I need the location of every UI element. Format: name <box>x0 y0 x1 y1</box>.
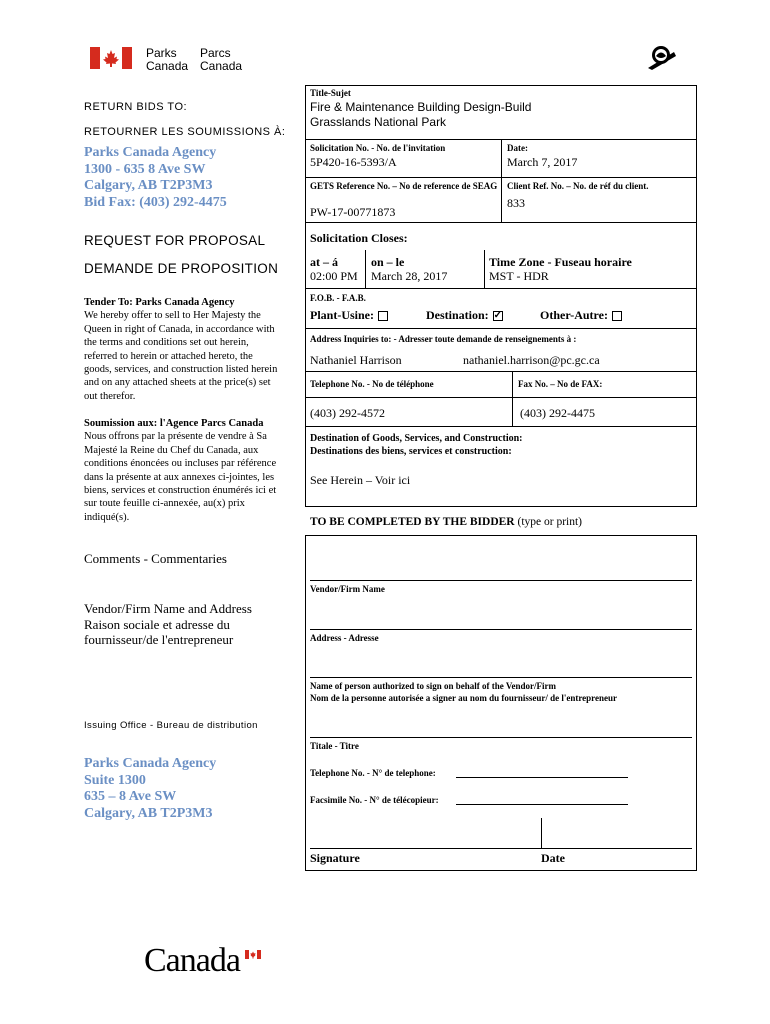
address-line: Calgary, AB T2P3M3 <box>84 178 213 193</box>
title-label: Title-Sujet <box>310 88 351 98</box>
vendor-name-line[interactable] <box>310 580 692 581</box>
divider <box>305 288 697 289</box>
titale-label: Titale - Titre <box>310 741 359 751</box>
divider <box>501 177 502 222</box>
check-mark-icon: ✓ <box>493 310 503 322</box>
tender-line: Queen in right of Canada, in accordance with <box>84 323 275 335</box>
client-ref-value: 833 <box>507 196 525 210</box>
other-label: Other-Autre: <box>540 308 608 322</box>
solicitation-closes-label: Solicitation Closes: <box>310 231 408 245</box>
sign-date-label: Date <box>541 851 565 865</box>
date-label: Date: <box>507 143 528 153</box>
fax-label: Fax No. – No de FAX: <box>518 379 603 389</box>
plant-label: Plant-Usine: <box>310 308 374 322</box>
vendor-line: Vendor/Firm Name and Address <box>84 601 252 616</box>
rfp-title-fr: DEMANDE DE PROPOSITION <box>84 261 279 276</box>
divider <box>305 328 697 329</box>
bidder-heading-text: TO BE COMPLETED BY THE BIDDER <box>310 516 515 528</box>
vendor-name-label: Vendor/Firm Name <box>310 584 385 594</box>
divider <box>305 426 697 427</box>
parks-canada-en <box>146 47 188 73</box>
contact-name: Nathaniel Harrison <box>310 353 402 367</box>
signature-label: Signature <box>310 851 360 865</box>
title-line: Fire & Maintenance Building Design-Build <box>310 100 532 114</box>
divider <box>484 250 485 288</box>
parks-text: Parks <box>146 46 177 60</box>
authorized-line: Name of person authorized to sign on behalf of the Vendor/Firm <box>310 681 556 691</box>
destination-option[interactable] <box>426 308 503 323</box>
contact-email: nathaniel.harrison@pc.gc.ca <box>463 353 600 367</box>
canada-text: Canada <box>146 59 189 73</box>
destination-checkbox[interactable] <box>493 311 503 321</box>
inquiries-label: Address Inquiries to: - Adresser toute demande de renseignements à : <box>310 334 577 344</box>
comments-label: Comments - Commentaries <box>84 551 227 566</box>
address-line-field[interactable] <box>310 629 692 630</box>
soumission-line: sur toute feuille ci-annexée, au(x) prix <box>84 498 245 510</box>
dest-label-line: Destination of Goods, Services, and Construction: <box>310 433 523 444</box>
canada-flag-icon <box>90 47 132 69</box>
gets-value: PW-17-00771873 <box>310 205 396 219</box>
time-zone-value: MST - HDR <box>489 269 549 283</box>
on-label: on – le <box>371 255 405 269</box>
fob-label: F.O.B. - F.A.B. <box>310 293 366 303</box>
address-line: 1300 - 635 8 Ave SW <box>84 161 206 177</box>
soumission-line: biens, services et construction énumérés ici et <box>84 485 277 497</box>
destination-label: Destination: <box>426 308 489 322</box>
soumission-line: Majesté la Reine du Chef du Canada, aux <box>84 444 259 456</box>
tender-line: goods, services, and construction listed herein <box>84 364 278 376</box>
solicitation-value: 5P420-16-5393/A <box>310 155 397 169</box>
retourner-label: RETOURNER LES SOUMISSIONS À: <box>84 126 286 138</box>
title-line: Grasslands National Park <box>310 115 447 129</box>
authorized-name-line[interactable] <box>310 677 692 678</box>
issuing-line: Suite 1300 <box>84 772 146 788</box>
soumission-line: indiqué(s). <box>84 511 130 523</box>
soumission-line: conditions énoncées ou incluses par référence <box>84 458 277 470</box>
address-line: Parks Canada Agency <box>84 145 217 160</box>
bidder-facsimile-label: Facsimile No. - N° de télécopieur: <box>310 795 439 805</box>
tender-line: and on any attached sheets at the price(s) set <box>84 377 271 389</box>
tender-line: out therefor. <box>84 390 136 402</box>
wordmark-flag-icon <box>245 946 261 955</box>
destination-goods-label <box>310 432 523 458</box>
issuing-line: Calgary, AB T2P3M3 <box>84 805 213 821</box>
fax-value: (403) 292-4475 <box>520 406 595 420</box>
dest-label-line: Destinations des biens, services et construction: <box>310 446 512 457</box>
bidder-sub-text: (type or print) <box>517 516 582 528</box>
bidder-heading <box>310 516 582 528</box>
title-line-field[interactable] <box>310 737 692 738</box>
vendor-line: Raison sociale et adresse du <box>84 616 230 632</box>
time-zone-label: Time Zone - Fuseau horaire <box>489 255 632 269</box>
tender-line: referred to herein or attached hereto, the <box>84 350 253 362</box>
client-ref-label: Client Ref. No. – No. de réf du client. <box>507 181 649 191</box>
beaver-emblem-icon <box>644 42 678 72</box>
canada-wordmark: Canada <box>144 942 240 979</box>
vendor-address-label <box>84 601 252 648</box>
divider <box>305 371 697 372</box>
gets-label: GETS Reference No. – No de reference de SEAG <box>310 181 498 191</box>
divider <box>512 371 513 426</box>
at-value: 02:00 PM <box>310 269 358 283</box>
return-address <box>84 145 227 211</box>
issuing-line: Parks Canada Agency <box>84 756 217 771</box>
tender-title: Tender To: Parks Canada Agency <box>84 297 235 308</box>
vendor-line: fournisseur/de l'entrepreneur <box>84 632 234 647</box>
plant-option[interactable] <box>310 308 388 323</box>
issuing-office-label: Issuing Office - Bureau de distribution <box>84 720 258 731</box>
issuing-address <box>84 756 216 822</box>
parcs-text: Parcs <box>200 46 231 60</box>
parcs-canada-fr <box>200 47 242 73</box>
date-value: March 7, 2017 <box>507 155 578 169</box>
other-option[interactable] <box>540 308 622 323</box>
canada-fr-text: Canada <box>200 59 243 73</box>
soumission-title: Soumission aux: l'Agence Parcs Canada <box>84 418 264 429</box>
soumission-paragraph <box>84 417 299 524</box>
address-label: Address - Adresse <box>310 633 379 643</box>
plant-checkbox[interactable] <box>378 311 388 321</box>
bidder-facsimile-field[interactable] <box>456 804 628 805</box>
tender-line: We hereby offer to sell to Her Majesty the <box>84 310 261 322</box>
destination-value: See Herein – Voir ici <box>310 473 411 487</box>
telephone-value: (403) 292-4572 <box>310 406 385 420</box>
bidder-telephone-field[interactable] <box>456 777 628 778</box>
soumission-line: Nous offrons par la présente de vendre à Sa <box>84 431 267 443</box>
title-value <box>310 100 531 130</box>
tender-line: the terms and conditions set out herein, <box>84 337 249 349</box>
address-line: Bid Fax: (403) 292-4475 <box>84 194 227 210</box>
bidder-telephone-label: Telephone No. - N° de telephone: <box>310 768 436 778</box>
divider <box>501 139 502 177</box>
divider <box>365 250 366 288</box>
telephone-label: Telephone No. - No de téléphone <box>310 379 434 389</box>
divider <box>305 397 697 398</box>
signature-line[interactable] <box>310 848 692 849</box>
at-label: at – á <box>310 255 338 269</box>
solicitation-label: Solicitation No. - No. de l'invitation <box>310 143 446 153</box>
signature-divider <box>541 818 542 848</box>
tender-paragraph <box>84 296 299 403</box>
divider <box>305 222 697 223</box>
return-bids-label: RETURN BIDS TO: <box>84 101 188 113</box>
other-checkbox[interactable] <box>612 311 622 321</box>
authorized-label <box>310 680 617 704</box>
rfp-title-en: REQUEST FOR PROPOSAL <box>84 233 266 248</box>
soumission-line: dans la présente at aux annexes ci-jointes, les <box>84 471 275 483</box>
authorized-line: Nom de la personne autorisée a signer au nom du fournisseur/ de l'entrepreneur <box>310 693 618 703</box>
issuing-line: 635 – 8 Ave SW <box>84 789 177 804</box>
on-value: March 28, 2017 <box>371 269 448 283</box>
